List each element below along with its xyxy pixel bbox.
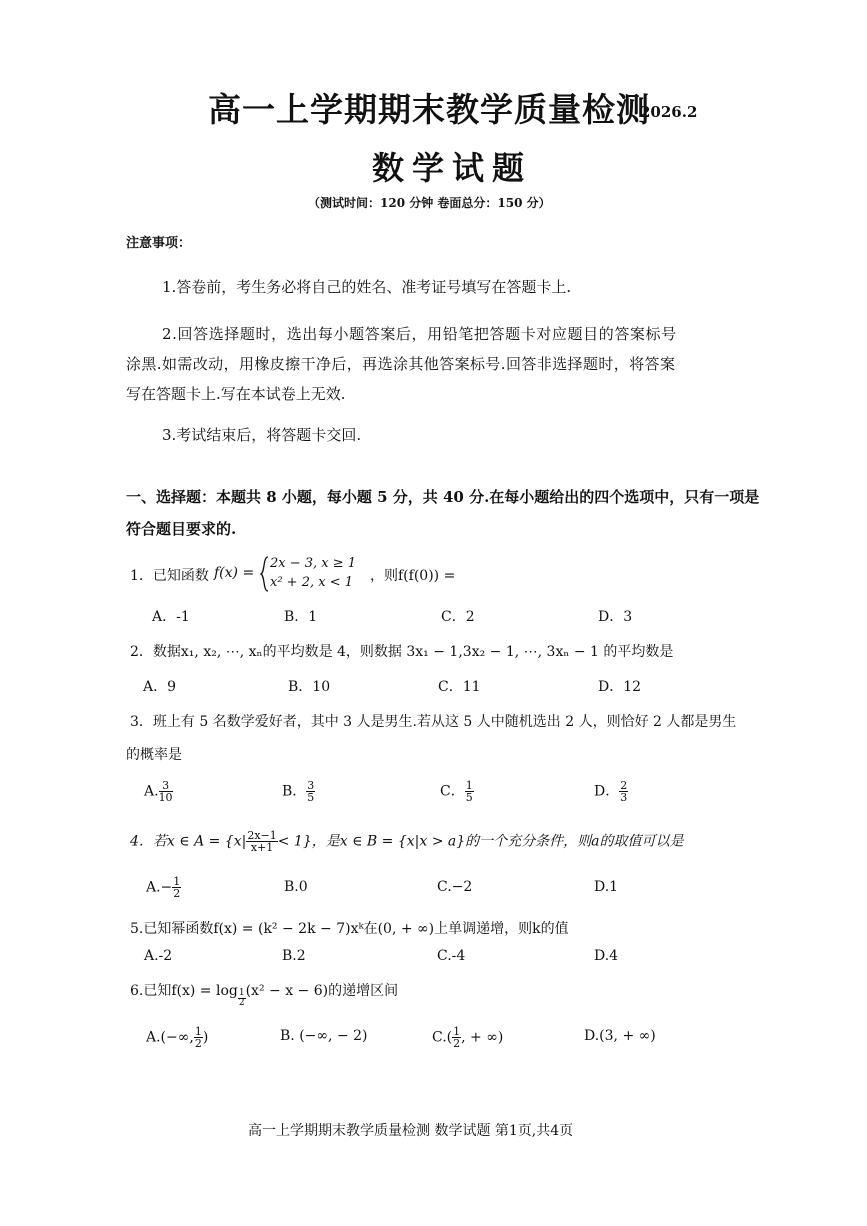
option-label: A.: [144, 783, 159, 800]
question-3-line1: 3．班上有 5 名数学爱好者，其中 3 人是男生.若从这 5 人中随机选出 2 人，则恰好 2 人都是男生: [130, 714, 737, 730]
option-label: D．: [594, 783, 620, 800]
frac-num: 1: [465, 779, 473, 792]
question-1-fx: f(x) =: [214, 565, 255, 581]
notice-item: 3.考试结束后，将答题卡交回.: [162, 426, 362, 444]
frac-den: 2: [173, 887, 181, 900]
page-footer: 高一上学期期末教学质量检测 数学试题 第1页,共4页: [248, 1123, 574, 1139]
option-a: A．-1: [152, 609, 190, 625]
frac-num: 2: [620, 779, 628, 792]
question-4: [130, 830, 683, 853]
notice-item: 涂黑.如需改动，用橡皮擦干净后，再选涂其他答案标号.回答非选择题时，将答案: [126, 355, 676, 373]
option-d: D.4: [594, 948, 619, 964]
option-c: [440, 780, 474, 803]
option-label: A.(−∞,: [146, 1029, 194, 1046]
option-c: C.-4: [437, 948, 466, 964]
notice-item: 写在答题卡上.写在本试卷上无效.: [126, 385, 346, 403]
question-1-case2: x² + 2, x < 1: [270, 575, 353, 590]
question-2: 2．数据x₁, x₂, ⋯, xₙ的平均数是 4，则数据 3x₁ − 1,3x₂ − 1, ⋯, 3xₙ − 1 的平均数是: [130, 644, 674, 660]
frac-num: 2x−1: [247, 829, 277, 842]
option-d: D．12: [598, 679, 642, 695]
option-b: B．1: [284, 609, 318, 625]
option-c: [432, 1026, 503, 1049]
question-3-line2: 的概率是: [126, 747, 182, 763]
option-label: A.−: [146, 879, 173, 896]
question-1-prefix: 1．已知函数: [130, 568, 209, 584]
question-4-suffix: < 1}，是x ∈ B = {x|x > a}的一个充分条件，则a的取值可以是: [277, 833, 684, 850]
option-close: ): [202, 1029, 209, 1046]
brace-icon: [260, 556, 270, 592]
option-b: [282, 780, 315, 803]
option-a: A.-2: [144, 948, 173, 964]
option-d: [594, 780, 628, 803]
subject-title: 数学试题: [372, 149, 533, 187]
option-c: C．11: [438, 679, 481, 695]
option-close: , + ∞): [461, 1029, 504, 1046]
frac-den: 2: [238, 998, 245, 1008]
option-d: D．3: [598, 609, 633, 625]
option-a: A．9: [143, 679, 177, 695]
notice-item: 1.答卷前，考生务必将自己的姓名、准考证号填写在答题卡上.: [162, 278, 572, 296]
notice-heading: 注意事项：: [126, 236, 192, 251]
exam-title: 高一上学期期末教学质量检测: [208, 90, 650, 129]
section-heading: 一、选择题：本题共 8 小题，每小题 5 分，共 40 分.在每小题给出的四个选项中，只有一项是: [126, 488, 760, 506]
option-a: [146, 876, 181, 899]
section-heading-cont: 符合题目要求的.: [126, 520, 237, 538]
option-a: [144, 780, 173, 803]
option-label: C.(: [432, 1029, 453, 1046]
frac-num: 3: [159, 780, 173, 792]
option-d: D.1: [594, 879, 619, 895]
question-1-case1: 2x − 3, x ≥ 1: [270, 556, 357, 571]
question-5: 5.已知幂函数f(x) = (k² − 2k − 7)xᵏ在(0, + ∞)上单调递增，则k的值: [130, 921, 569, 937]
option-b: B. (−∞, − 2): [280, 1028, 368, 1044]
question-1-suffix: ，则f(f(0)) =: [370, 568, 456, 584]
frac-num: 1: [453, 1025, 461, 1038]
question-6-suffix: (x² − x − 6)的递增区间: [245, 983, 399, 999]
option-d: D.(3, + ∞): [584, 1028, 656, 1044]
frac-den: 2: [453, 1037, 461, 1050]
frac-den: 10: [158, 791, 173, 804]
frac-num: 1: [173, 875, 181, 888]
frac-num: 1: [194, 1025, 202, 1038]
frac-den: 5: [307, 791, 315, 804]
option-label: B．: [282, 783, 307, 800]
frac-num: 1: [238, 988, 245, 998]
option-b: B.2: [282, 948, 306, 964]
frac-den: 5: [465, 791, 473, 804]
option-b: B．10: [288, 679, 331, 695]
question-6-prefix: 6.已知f(x) = log: [130, 983, 238, 999]
question-6: [130, 980, 398, 1008]
option-a: [146, 1026, 208, 1049]
question-4-prefix: 4．若x ∈ A = {x|: [130, 833, 247, 850]
exam-date: 2026.2: [640, 103, 698, 121]
frac-den: 2: [194, 1037, 202, 1050]
frac-num: 3: [307, 779, 315, 792]
option-c: C．2: [441, 609, 475, 625]
frac-den: x+1: [250, 841, 274, 854]
notice-item: 2.回答选择题时，选出每小题答案后，用铅笔把答题卡对应题目的答案标号: [162, 325, 677, 343]
option-c: C.−2: [437, 879, 473, 895]
option-b: B.0: [284, 879, 308, 895]
option-label: C．: [440, 783, 465, 800]
frac-den: 3: [620, 791, 628, 804]
exam-meta: （测试时间：120 分钟 卷面总分：150 分）: [308, 196, 551, 210]
